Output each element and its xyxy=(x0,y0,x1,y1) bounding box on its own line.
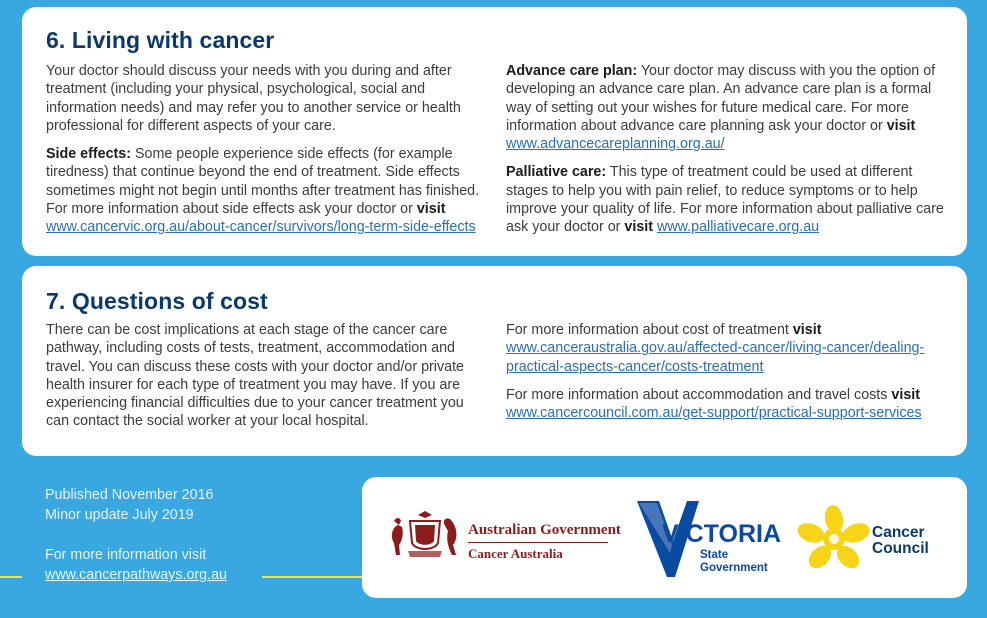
victoria-sub2: Government xyxy=(700,562,768,574)
advance-care-link[interactable]: www.advancecareplanning.org.au/ xyxy=(506,136,725,153)
intro-paragraph: Your doctor should discuss your needs with you during and after treatment (including your physical, psychological, social and information needs) and may refer you to another service or health professional for different aspects of your care. xyxy=(46,63,461,134)
visit-label: visit xyxy=(792,322,822,338)
accent-line-right xyxy=(262,576,362,578)
travel-cost-link[interactable]: www.cancercouncil.com.au/get-support/practical-support-services xyxy=(506,405,922,422)
right-column xyxy=(506,321,952,432)
side-effects-heading: Side effects: xyxy=(46,146,132,163)
section-living-with-cancer xyxy=(22,7,967,256)
visit-label: visit xyxy=(886,117,916,134)
cancer-council-line2: Council xyxy=(872,540,929,557)
advance-care-paragraph xyxy=(506,62,952,153)
left-column xyxy=(46,62,486,247)
australian-government-logo xyxy=(468,522,621,562)
right-column xyxy=(506,62,952,247)
daffodil-icon xyxy=(798,505,870,571)
travel-cost-body: For more information about accommodation and travel costs xyxy=(506,386,892,403)
treatment-cost-body: For more information about cost of treatment xyxy=(506,322,793,338)
side-effects-link[interactable]: www.cancervic.org.au/about-cancer/survivors/long-term-side-effects xyxy=(46,219,476,236)
advance-care-body: Your doctor may discuss with you the option of developing an advance care plan. An advance care plan is a formal way of setting out your wishes for future medical care. For more information about advance care planning ask your doctor or xyxy=(506,63,936,134)
cancer-pathways-link[interactable]: www.cancerpathways.org.au xyxy=(45,567,227,583)
palliative-care-heading: Palliative care: xyxy=(506,164,607,181)
victoria-sub1: State xyxy=(700,549,729,561)
accent-line-left xyxy=(0,576,22,578)
palliative-care-link[interactable]: www.palliativecare.org.au xyxy=(657,219,820,236)
more-info xyxy=(45,545,227,585)
coat-of-arms-icon xyxy=(388,511,462,561)
publication-info xyxy=(45,485,214,525)
travel-cost-paragraph xyxy=(506,386,952,423)
cost-paragraph: There can be cost implications at each stage of the cancer care pathway, including costs of tests, treatment, accommodation and travel. You can discuss these costs with your doctor and/or private health insurer for each type of treatment you may have. If you are experiencing financial difficulties due to your cancer treatment you can contact the social worker at your local hospital. xyxy=(46,322,465,430)
ag-logo-line2: Cancer Australia xyxy=(468,546,563,561)
palliative-care-paragraph xyxy=(506,163,952,236)
section-title: 6. Living with cancer xyxy=(46,27,275,53)
visit-label: visit xyxy=(416,201,446,218)
cancer-council-line1: Cancer xyxy=(872,524,925,541)
section-title: 7. Questions of cost xyxy=(46,288,268,314)
partner-logos xyxy=(362,477,967,598)
more-info-label: For more information visit xyxy=(45,547,207,563)
side-effects-paragraph xyxy=(46,145,486,236)
treatment-cost-paragraph xyxy=(506,321,952,376)
advance-care-heading: Advance care plan: xyxy=(506,63,638,79)
published-date: Published November 2016 xyxy=(45,487,214,503)
ag-logo-line1: Australian Government xyxy=(468,522,621,538)
section-questions-of-cost xyxy=(22,266,967,456)
treatment-cost-link[interactable]: www.canceraustralia.gov.au/affected-cancer/living-cancer/dealing-practical-aspects-cancer/costs-treatment xyxy=(506,340,925,375)
palliative-care-body: This type of treatment could be used at different stages to help you with pain relief, to reduce symptoms or to help improve your quality of life. For more information about palliative care ask your doctor or xyxy=(506,164,944,236)
visit-label: visit xyxy=(891,386,921,403)
victoria-wordmark: VICTORIA xyxy=(662,520,781,548)
visit-label: visit xyxy=(624,219,654,236)
side-effects-body: Some people experience side effects (for example tiredness) that continue beyond the end of treatment. Side effects sometimes might not begin until months after treatment has finished. For more information about side effects ask your doctor or xyxy=(46,146,480,218)
left-column xyxy=(46,321,486,441)
ag-logo-rule xyxy=(468,542,608,543)
updated-date: Minor update July 2019 xyxy=(45,507,194,523)
